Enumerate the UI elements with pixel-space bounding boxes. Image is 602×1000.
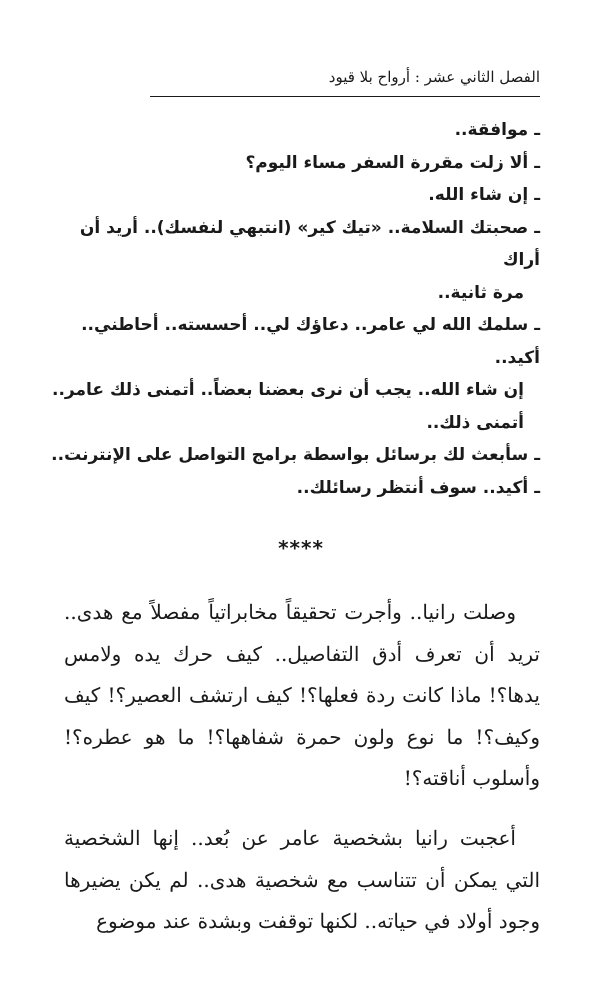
dialogue-line — [45, 309, 540, 439]
dialogue-line — [45, 472, 540, 505]
dialogue-line — [45, 179, 540, 212]
dialogue-continuation: مرة ثانية.. — [437, 282, 524, 303]
dialogue-dash: ـ — [534, 445, 540, 465]
dialogue-text: سأبعث لك برسائل بواسطة برامج التواصل على الإنترنت.. — [51, 445, 529, 465]
dialogue-dash: ـ — [534, 217, 540, 238]
dialogue-line — [45, 114, 540, 147]
narrative-paragraph: أعجبت رانيا بشخصية عامر عن بُعد.. إنها الشخصية التي يمكن أن تتناسب مع شخصية هدى.. لم يكن يضيرها وجود أولاد في حياته.. لكنها توقفت وبشدة عند موضوع — [64, 826, 540, 933]
page-header — [150, 62, 540, 97]
narrative-paragraph: وصلت رانيا.. وأجرت تحقيقاً مخابراتياً مفصلاً مع هدى.. تريد أن تعرف أدق التفاصيل.. كيف حرك يده ولامس يدها؟! ماذا كانت ردة فعلها؟! كيف ارتشف العصير؟! كيف وكيف؟! ما نوع ولون حمرة شفاهها؟! ما هو عطره؟! وأسلوب أناقته؟! — [64, 600, 540, 790]
dialogue-text: ألا زلت مقررة السفر مساء اليوم؟ — [245, 152, 529, 173]
dialogue-text: موافقة.. — [454, 120, 529, 140]
section-separator: **** — [278, 536, 324, 560]
dialogue-list — [45, 114, 540, 504]
dialogue-text: إن شاء الله. — [428, 185, 529, 205]
dialogue-line — [45, 212, 540, 310]
dialogue-dash: ـ — [534, 315, 540, 335]
dialogue-line — [45, 147, 540, 180]
chapter-title: الفصل الثاني عشر : أرواح بلا قيود — [328, 68, 540, 86]
dialogue-text: أكيد.. سوف أنتظر رسائلك.. — [296, 477, 529, 498]
dialogue-dash: ـ — [534, 152, 540, 173]
dialogue-text: سلمك الله لي عامر.. دعاؤك لي.. أحسسته.. أحاطني.. أكيد.. — [81, 315, 540, 368]
dialogue-dash: ـ — [534, 477, 540, 498]
dialogue-text: صحبتك السلامة.. «تيك كير» (انتبهي لنفسك).. أريد أن أراك — [79, 217, 540, 270]
dialogue-dash: ـ — [534, 185, 540, 205]
dialogue-dash: ـ — [534, 120, 540, 140]
dialogue-continuation: إن شاء الله.. يجب أن نرى بعضنا بعضاً.. أتمنى ذلك عامر.. أتمنى ذلك.. — [52, 380, 524, 433]
dialogue-line — [45, 439, 540, 472]
